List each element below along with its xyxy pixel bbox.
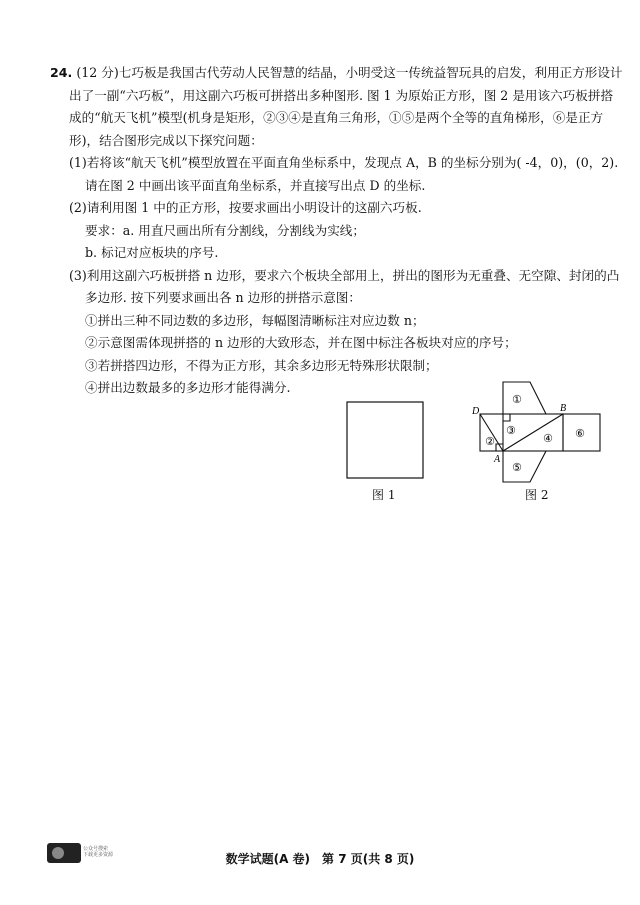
part2-line-3: b. 标记对应板块的序号. xyxy=(85,245,219,260)
piece6-label: ⑥ xyxy=(575,427,585,440)
part3-line-2: 多边形. 按下列要求画出各 n 边形的拼搭示意图： xyxy=(85,290,361,305)
page-footer: 数学试题(A 卷) 第 7 页(共 8 页) xyxy=(225,852,415,866)
piece3-label: ③ xyxy=(506,424,516,437)
question-intro-1: (12 分)七巧板是我国古代劳动人民智慧的结晶，小明受这一传统益智玩具的启发，利用正方形设计 xyxy=(76,65,623,80)
part2-line-2: 要求：a. 用直尺画出所有分割线，分割线为实线； xyxy=(85,222,365,238)
piece4-label: ④ xyxy=(543,432,553,445)
piece1-label: ① xyxy=(512,393,522,406)
part1-line-1: (1)若将该“航天飞机”模型放置在平面直角坐标系中，发现点 A，B 的坐标分别为( -4，0)，(0，2). xyxy=(69,155,619,170)
figure1-caption: 图 1 xyxy=(372,488,396,502)
part3-req-3: ③若拼搭四边形，不得为正方形，其余多边形无特殊形状限制； xyxy=(85,357,438,373)
piece1-trapezoid xyxy=(503,382,546,414)
part3-line-1: (3)利用这副六巧板拼搭 n 边形，要求六个板块全部用上，拼出的图形为无重叠、无空隙、封闭的凸 xyxy=(69,267,620,283)
part3-req-4: ④拼出边数最多的多边形才能得满分. xyxy=(85,380,291,395)
right-angle-mark-b xyxy=(503,414,510,421)
figure1-square xyxy=(347,402,423,478)
question-intro-3: 成的“航天飞机”模型(机身是矩形，②③④是直角三角形，①⑤是两个全等的直角梯形，⑥是正方 xyxy=(69,110,604,125)
question-intro-2: 出了一副“六巧板”，用这副六巧板可拼搭出多种图形. 图 1 为原始正方形，图 2 是用该六巧板拼搭 xyxy=(69,87,614,103)
part3-req-2: ②示意图需体现拼搭的 n 边形的大致形态，并在图中标注各板块对应的序号； xyxy=(85,335,517,350)
logo-text: 公众号搜索 下载更多资源 xyxy=(83,846,114,858)
point-a-label: A xyxy=(494,454,501,465)
part2-line-1: (2)请利用图 1 中的正方形，按要求画出小明设计的这副六巧板. xyxy=(69,200,422,215)
question-intro-4: 形)，结合图形完成以下探究问题： xyxy=(69,132,263,148)
point-b-label: B xyxy=(560,403,567,414)
piece5-label: ⑤ xyxy=(512,461,522,474)
question-number: 24. xyxy=(50,65,73,80)
point-d-label: D xyxy=(472,406,480,417)
part3-req-1: ①拼出三种不同边数的多边形，每幅图清晰标注对应边数 n； xyxy=(85,312,425,328)
piece2-label: ② xyxy=(485,435,495,448)
part1-line-2: 请在图 2 中画出该平面直角坐标系，并直接写出点 D 的坐标. xyxy=(85,177,426,193)
figure2-caption: 图 2 xyxy=(525,488,549,502)
piece5-trapezoid xyxy=(503,451,546,482)
